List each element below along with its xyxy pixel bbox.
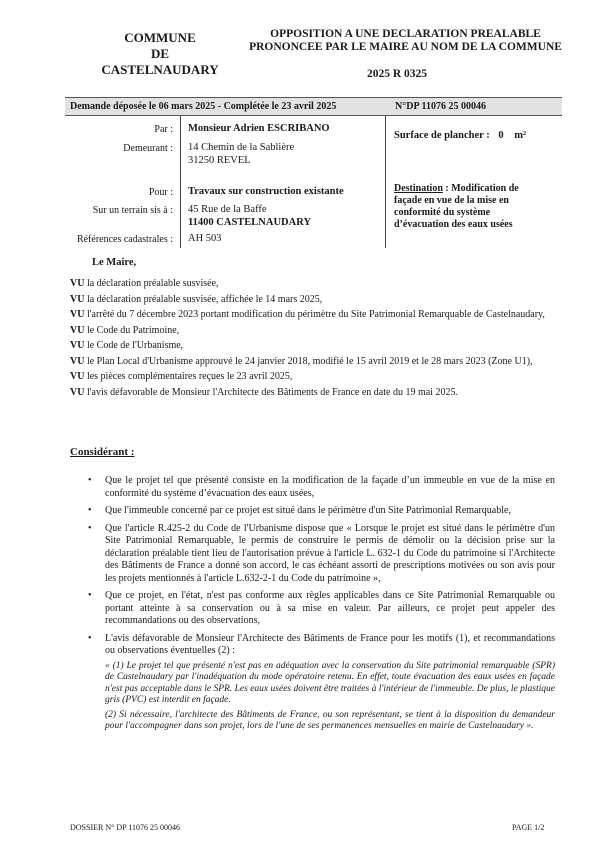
- considerant-item: • Que ce projet, en l'état, n'est pas conforme aux règles applicables dans ce Site Patrimonial Remarquable ou portant atteinte à sa conservation ou à sa mise en valeur. Par ailleurs, ce projet peut appeler des recommandations ou des observations,: [88, 590, 555, 626]
- destination-label: Destination: [394, 183, 443, 194]
- reference-number: 2025 R 0325: [367, 68, 428, 80]
- bullet-icon: •: [88, 475, 92, 486]
- considerant-title: Considérant :: [70, 446, 135, 458]
- bullet-icon: •: [88, 590, 92, 601]
- terrain-line2: 11400 CASTELNAUDARY: [188, 217, 312, 228]
- cadastre-label: Références cadastrales :: [76, 234, 173, 245]
- terrain-label: Sur un terrain sis à :: [92, 205, 173, 216]
- vu-item: VU l'arrêté du 7 décembre 2023 portant modification du périmètre du Site Patrimonial Remarquable de Castelnaudary,: [70, 309, 545, 320]
- surface-value: 0: [498, 130, 504, 141]
- par-label: Par :: [154, 124, 173, 135]
- vu-item: VU le Plan Local d'Urbanisme approuvé le 24 janvier 2018, modifié le 15 avril 2019 et le 28 mars 2023 (Zone U1),: [70, 355, 533, 367]
- commune-header: [95, 30, 225, 78]
- divider-right: [385, 116, 386, 248]
- vu-item: VU l'avis défavorable de Monsieur l'Architecte des Bâtiments de France en date du 19 mai 2025.: [70, 386, 458, 398]
- demeurant-line2: 31250 REVEL: [188, 155, 251, 166]
- terrain-line1: 45 Rue de la Baffe: [188, 204, 267, 215]
- document-title: [238, 28, 573, 54]
- title-line1: OPPOSITION A UNE DECLARATION PREALABLE: [270, 28, 541, 40]
- le-maire: Le Maire,: [92, 257, 137, 268]
- abf-quote-1: « (1) Le projet tel que présenté n'est pas en adéquation avec la conservation du Site patrimonial remarquable (SPR) de Castelnaudary par l'inadéquation du mode opératoire retenu. En effet, toute évacuation des eaux usées en façade n'est pas acceptable dans le SPR. Les eaux usées doivent être traitées à l'intérieur de l'immeuble. De plus, le plastique gris (PVC) est interdit en façade.: [105, 660, 555, 705]
- vu-item: VU la déclaration préalable susvisée, affichée le 14 mars 2025,: [70, 293, 323, 305]
- considerant-item: • L'avis défavorable de Monsieur l'Architecte des Bâtiments de France pour les motifs (1), et recommandations ou observations éventuelles (2) :: [88, 632, 555, 656]
- considerant-item: • Que l'immeuble concerné par ce projet est situé dans le périmètre d'un Site Patrimonial Remarquable,: [88, 505, 511, 516]
- demeurant-label: Demeurant :: [123, 143, 173, 154]
- divider-left: [180, 116, 181, 248]
- commune-line2: DE: [150, 46, 170, 61]
- surface-field: [394, 130, 526, 141]
- surface-unit: m²: [514, 130, 527, 141]
- considerant-item: • Que l'article R.425-2 du Code de l'Urbanisme dispose que « Lorsque le projet est situé dans le périmètre d'un Site Patrimonial Remarquable, le permis de construire le permis de démolir ou la décision prise sur la déclaration préalable tient lieu de l'autorisation prévue à l'article L. 632-1 du Code du patrimoine si l'Architecte des Bâtiments de France a donné son accord, le cas échéant assorti de prescriptions motivées ou son avis pour les projets mentionnés à l'article L.632-2-1 du Code du patrimoine »,: [88, 522, 555, 584]
- title-line2: PRONONCEE PAR LE MAIRE AU NOM DE LA COMMUNE: [249, 41, 562, 53]
- vu-item: VU le Code du Patrimoine,: [70, 324, 180, 336]
- destination-block: [394, 183, 539, 231]
- footer-page: PAGE 1/2: [512, 823, 545, 832]
- pour-label: Pour :: [148, 187, 173, 198]
- commune-line3: CASTELNAUDARY: [101, 62, 219, 77]
- bullet-icon: •: [88, 522, 92, 534]
- vu-item: VU la déclaration préalable susvisée,: [70, 278, 219, 289]
- destination-text: : Modification de façade en vue de la mise en conformité du système d’évacuation des eaux usées: [394, 183, 519, 230]
- footer-dossier: DOSSIER N° DP 11076 25 00046: [70, 823, 180, 832]
- considerant-list: [88, 475, 555, 733]
- demande-date: Demande déposée le 06 mars 2025 - Complétée le 23 avril 2025: [70, 101, 337, 112]
- par-value: Monsieur Adrien ESCRIBANO: [188, 123, 330, 134]
- vu-item: VU le Code de l'Urbanisme,: [70, 340, 184, 351]
- bullet-icon: •: [88, 505, 92, 516]
- cadastre-value: AH 503: [188, 233, 222, 244]
- request-band: [65, 97, 562, 116]
- considerant-item: • Que le projet tel que présenté consiste en la modification de la façade d’un immeuble en vue de la mise en conformité du système d’évacuation des eaux usées,: [88, 475, 555, 499]
- dossier-number: N°DP 11076 25 00046: [395, 101, 486, 112]
- vu-list: [70, 278, 555, 402]
- commune-line1: COMMUNE: [124, 30, 196, 45]
- vu-item: VU les pièces complémentaires reçues le 23 avril 2025,: [70, 371, 293, 382]
- bullet-icon: •: [88, 632, 92, 644]
- demeurant-line1: 14 Chemin de la Sablière: [188, 142, 295, 153]
- abf-quote-2: (2) Si nécessaire, l'architecte des Bâtiments de France, ou son représentant, se tient à la disposition du demandeur pour l'accompagner dans son projet, lors de l'une de ses permanences mensuelles en mairie de Castelnaudary ».: [105, 709, 555, 731]
- pour-value: Travaux sur construction existante: [188, 186, 344, 197]
- surface-label: Surface de plancher :: [394, 130, 490, 141]
